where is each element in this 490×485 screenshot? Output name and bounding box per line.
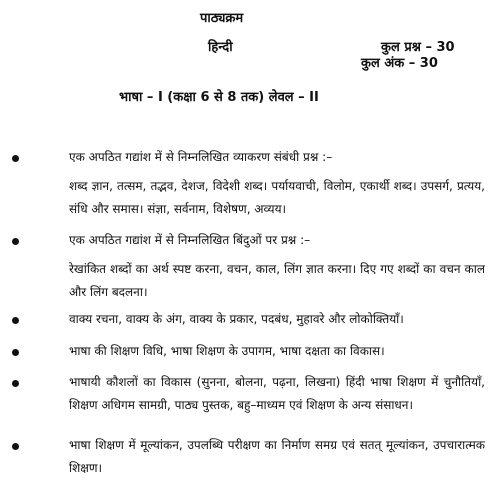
total-questions: कुल प्रश्न – 30 [381, 40, 455, 55]
level-heading: भाषा – I (कक्षा 6 से 8 तक) लेवल – II [119, 90, 319, 105]
item-1-heading: एक अपठित गद्यांश में से निम्नलिखित व्याकरण संबंधी प्रश्न :– [69, 150, 333, 164]
bullet-icon [12, 317, 19, 324]
bullet-icon [12, 155, 19, 162]
bullet-icon [12, 443, 19, 450]
subject-title: हिन्दी [208, 40, 233, 55]
total-marks: कुल अंक – 30 [361, 56, 438, 71]
bullet-icon [12, 238, 19, 245]
item-3-text: वाक्य रचना, वाक्य के अंग, वाक्य के प्रकार, पदबंध, मुहावरे और लोकोक्तियाँ। [69, 312, 404, 326]
bullet-icon [12, 349, 19, 356]
item-2-heading: एक अपठित गद्यांश में से निम्नलिखित बिंदुओं पर प्रश्न :– [69, 233, 311, 247]
item-4-text: भाषा की शिक्षण विधि, भाषा शिक्षण के उपागम, भाषा दक्षता का विकास। [69, 344, 385, 358]
item-2-detail: रेखांकित शब्दों का अर्थ स्पष्ट करना, वचन, काल, लिंग ज्ञात करना। दिए गए शब्दों का वचन काल और लिंग बदलना। [69, 262, 485, 299]
item-6-text: भाषा शिक्षण में मूल्यांकन, उपलब्धि परीक्षण का निर्माण समग्र एवं सतत् मूल्यांकन, उपचारात्मक शिक्षण। [69, 438, 485, 475]
item-5-text: भाषायी कौशलों का विकास (सुनना, बोलना, पढ़ना, लिखना) हिंदी भाषा शिक्षण में चुनौतियाँ, शिक्षण अधिगम सामग्री, पाठ्य पुस्तक, बहु–माध्यम एवं शिक्षण के अन्य संसाधन। [69, 375, 485, 412]
bullet-icon [12, 380, 19, 387]
page-title: पाठ्यक्रम [200, 11, 244, 26]
item-1-detail: शब्द ज्ञान, तत्सम, तद्भव, देशज, विदेशी शब्द। पर्यायवाची, विलोम, एकार्थी शब्द। उपसर्ग, प्रत्यय, संधि और समास। संज्ञा, सर्वनाम, विशेषण, अव्यय। [69, 179, 485, 216]
